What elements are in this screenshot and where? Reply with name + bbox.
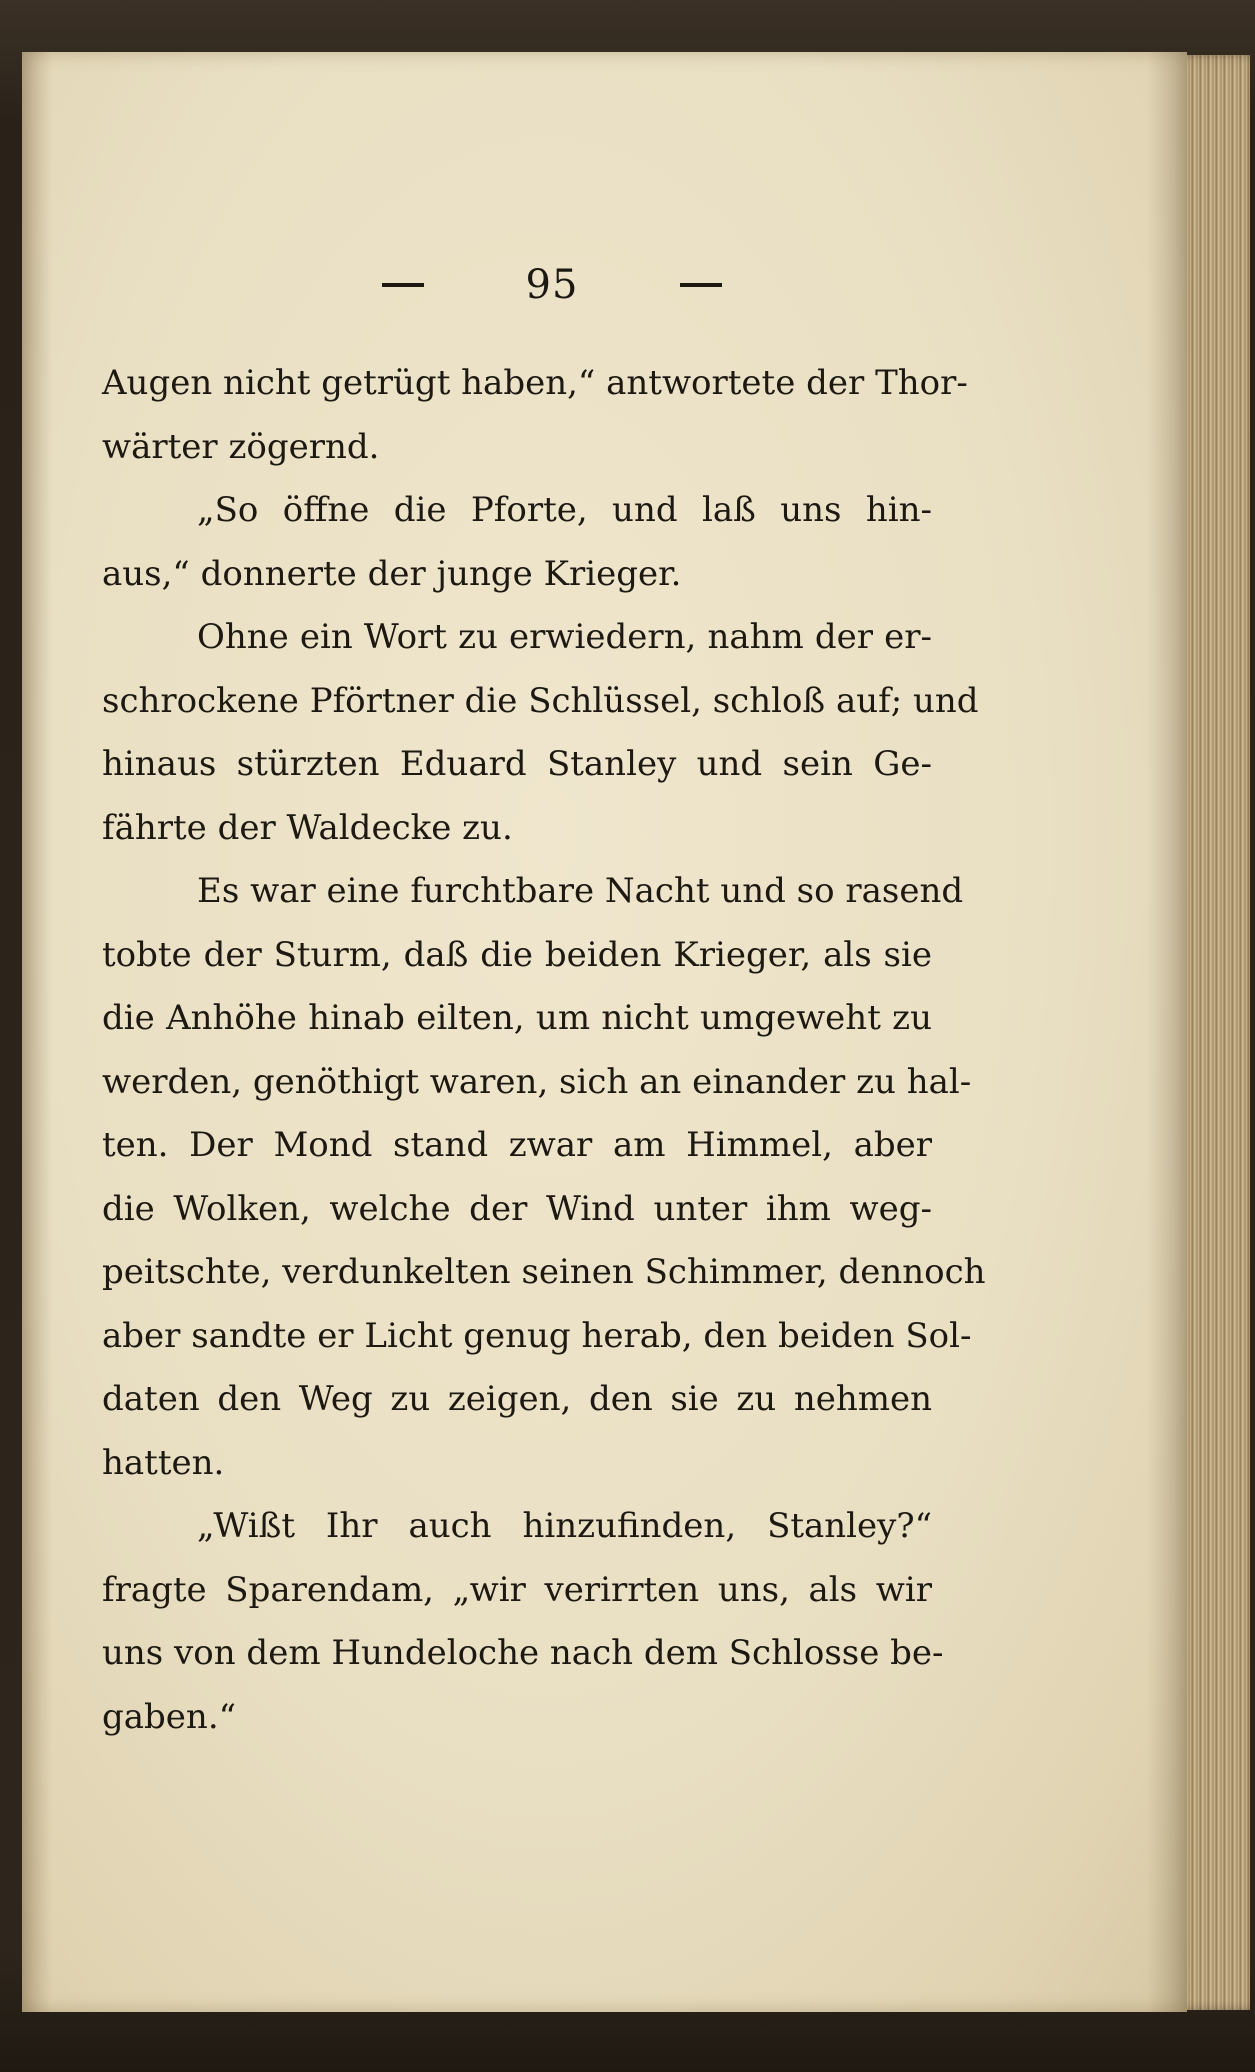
text-line: tobte der Sturm, daß die beiden Krieger, als sie [102,934,932,975]
text-line: schrockene Pförtner die Schlüssel, schloß auf; und [102,680,979,721]
text-line: peitschte, verdunkelten seinen Schimmer, dennoch [102,1252,986,1292]
text-line: hinaus stürzten Eduard Stanley und sein Ge- [102,744,932,784]
text-line: „So öffne die Pforte, und laß uns hin- [197,490,932,530]
text-line: die Wolken, welche der Wind unter ihm weg- [102,1188,932,1229]
header-dash-right [680,283,722,287]
text-line: Es war eine furchtbare Nacht und so rasend [197,871,964,911]
page-number: 95 [525,262,579,308]
text-line: „Wißt Ihr auch hinzufinden, Stanley?“ [197,1506,932,1546]
text-line: fährte der Waldecke zu. [102,807,513,848]
header-dash-left [382,283,424,287]
text-line: wärter zögernd. [102,426,380,467]
text-line: fragte Sparendam, „wir verirrten uns, als wir [102,1569,932,1610]
book-page [22,52,1187,2012]
text-line: die Anhöhe hinab eilten, um nicht umgeweht zu [102,998,932,1038]
text-line: aber sandte er Licht genug herab, den beiden Sol- [102,1315,972,1356]
text-line: daten den Weg zu zeigen, den sie zu nehmen [102,1379,932,1419]
page-body-text [102,352,986,1749]
page-header [382,262,722,308]
text-line: werden, genöthigt waren, sich an einander zu hal- [102,1061,972,1102]
text-line: gaben.“ [102,1696,237,1737]
text-line: ten. Der Mond stand zwar am Himmel, aber [102,1125,932,1165]
text-line: Augen nicht getrügt haben,“ antwortete der Thor- [102,363,968,403]
text-line: aus,“ donnerte der junge Krieger. [102,553,682,594]
text-line: uns von dem Hundeloche nach dem Schlosse be- [102,1633,944,1673]
text-line: hatten. [102,1442,225,1483]
text-line: Ohne ein Wort zu erwiedern, nahm der er- [197,617,932,657]
